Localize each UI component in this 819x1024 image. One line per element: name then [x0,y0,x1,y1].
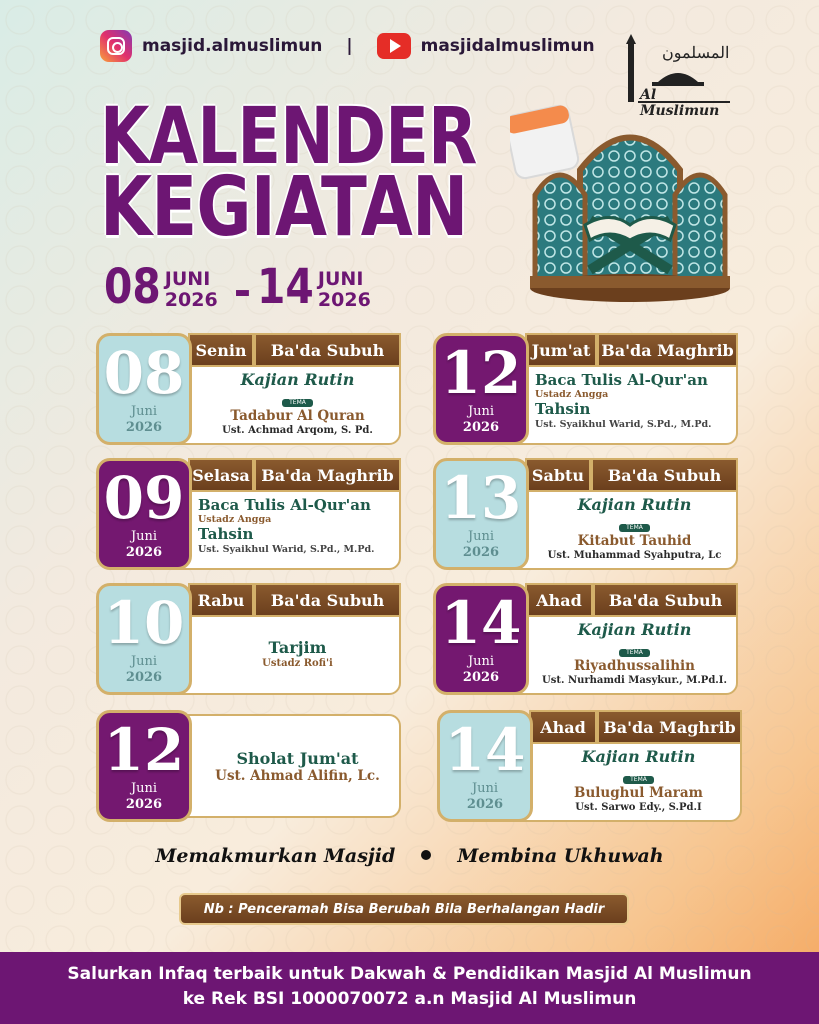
event-topic: Riyadhussalihin [574,658,695,674]
tema-badge: TEMA [619,524,650,532]
event-content [194,639,401,670]
title-line1: KALENDER [100,92,477,182]
event-content [531,621,738,687]
day-label: Jum'at [525,333,597,367]
tema-badge: TEMA [619,649,650,657]
date-badge: 14 Juni 2026 [437,710,533,822]
time-label: Ba'da Maghrib [597,333,738,367]
date-badge: 09 Juni 2026 [96,458,192,570]
footer-line1: Salurkan Infaq terbaik untuk Dakwah & Pendidikan Masjid Al Muslimun [67,964,752,984]
day-label: Rabu [188,583,254,617]
time-label: Ba'da Subuh [593,583,738,617]
date-badge: 10 Juni 2026 [96,583,192,695]
mosque-logo [618,30,738,119]
date-badge: 12 Juni 2026 [433,333,529,445]
title-line2: KEGIATAN [100,160,468,255]
youtube-icon[interactable] [377,33,411,59]
event-content [194,371,401,437]
event-speaker: Ust. Syaikhul Warid, S.Pd., M.Pd. [535,419,712,430]
day-label: Ahad [525,583,593,617]
separator: | [346,36,353,56]
event-speaker: Ust. Syaikhul Warid, S.Pd., M.Pd. [198,544,375,555]
tagline-right: Membina Ukhuwah [457,845,664,867]
event-card-09-selasa [96,458,401,570]
event-speaker: Ust. Sarwo Edy., S.Pd.I [575,802,702,813]
date-badge: 08 Juni 2026 [96,333,192,445]
tagline-left: Memakmurkan Masjid [155,845,396,867]
event-content [535,748,742,814]
event-title: Tarjim [268,638,327,657]
tagline [0,845,819,867]
end-year: 2026 [317,289,371,311]
event-card-12-jumat-prayer [96,710,401,822]
range-dash: - [233,266,252,315]
time-label: Ba'da Maghrib [597,710,742,744]
date-range [104,259,371,315]
logo-arabic: المسلمون [662,43,730,62]
instagram-icon[interactable] [100,30,132,62]
date-badge: 14 Juni 2026 [433,583,529,695]
event-content [531,496,738,562]
social-bar [100,30,595,62]
event-sub: Ustadz Angga [198,514,272,525]
event-topic: Bulughul Maram [574,785,703,801]
event-card-13-sabtu [433,458,738,570]
event-title-2: Tahsin [535,400,591,418]
instagram-handle[interactable]: masjid.almuslimun [142,36,323,56]
event-speaker: Ust. Achmad Arqom, S. Pd. [222,425,373,436]
start-month: JUNI [164,268,211,290]
event-title: Sholat Jum'at [236,749,359,768]
event-card-12-jumat [433,333,738,445]
event-content [535,371,742,431]
event-topic: Tadabur Al Quran [230,408,365,424]
event-card-14-ahad-maghrib [437,710,742,822]
quran-illustration [510,100,750,310]
day-label: Senin [188,333,254,367]
date-badge: 13 Juni 2026 [433,458,529,570]
event-title: Baca Tulis Al-Qur'an [198,496,371,514]
event-card-10-rabu [96,583,401,695]
time-label: Ba'da Maghrib [254,458,401,492]
time-label: Ba'da Subuh [591,458,738,492]
day-label: Selasa [188,458,254,492]
tema-badge: TEMA [623,776,654,784]
event-topic: Kitabut Tauhid [577,533,692,549]
event-speaker: Ust. Nurhamdi Masykur., M.Pd.I. [542,675,727,686]
event-speaker: Ustadz Rofi'i [262,658,333,669]
tema-badge: TEMA [282,399,313,407]
bullet-icon [421,850,431,860]
event-title-2: Tahsin [198,525,254,543]
event-title: Kajian Rutin [577,495,692,514]
end-month: JUNI [317,268,364,290]
event-sub: Ustadz Angga [535,389,609,400]
event-content [198,496,405,556]
day-label: Sabtu [525,458,591,492]
start-year: 2026 [164,289,218,311]
event-card-14-ahad-subuh [433,583,738,695]
end-day: 14 [257,259,314,315]
event-title: Kajian Rutin [577,620,692,639]
footer-banner [0,952,819,1024]
time-label: Ba'da Subuh [254,583,401,617]
start-day: 08 [104,259,161,315]
event-title: Kajian Rutin [581,747,696,766]
event-speaker: Ust. Muhammad Syahputra, Lc [547,550,722,561]
event-content [194,750,401,784]
time-label: Ba'da Subuh [254,333,401,367]
event-title: Baca Tulis Al-Qur'an [535,371,708,389]
logo-text: Al Muslimun [640,87,720,119]
event-title: Kajian Rutin [240,370,355,389]
event-speaker: Ust. Ahmad Alifin, Lc. [215,768,380,784]
date-badge: 12 Juni 2026 [96,710,192,822]
youtube-handle[interactable]: masjidalmuslimun [420,36,595,56]
note-banner: Nb : Penceramah Bisa Berubah Bila Berhalangan Hadir [179,893,629,925]
event-card-08-senin [96,333,401,445]
day-label: Ahad [529,710,597,744]
footer-line2: ke Rek BSI 1000070072 a.n Masjid Al Muslimun [182,989,637,1009]
